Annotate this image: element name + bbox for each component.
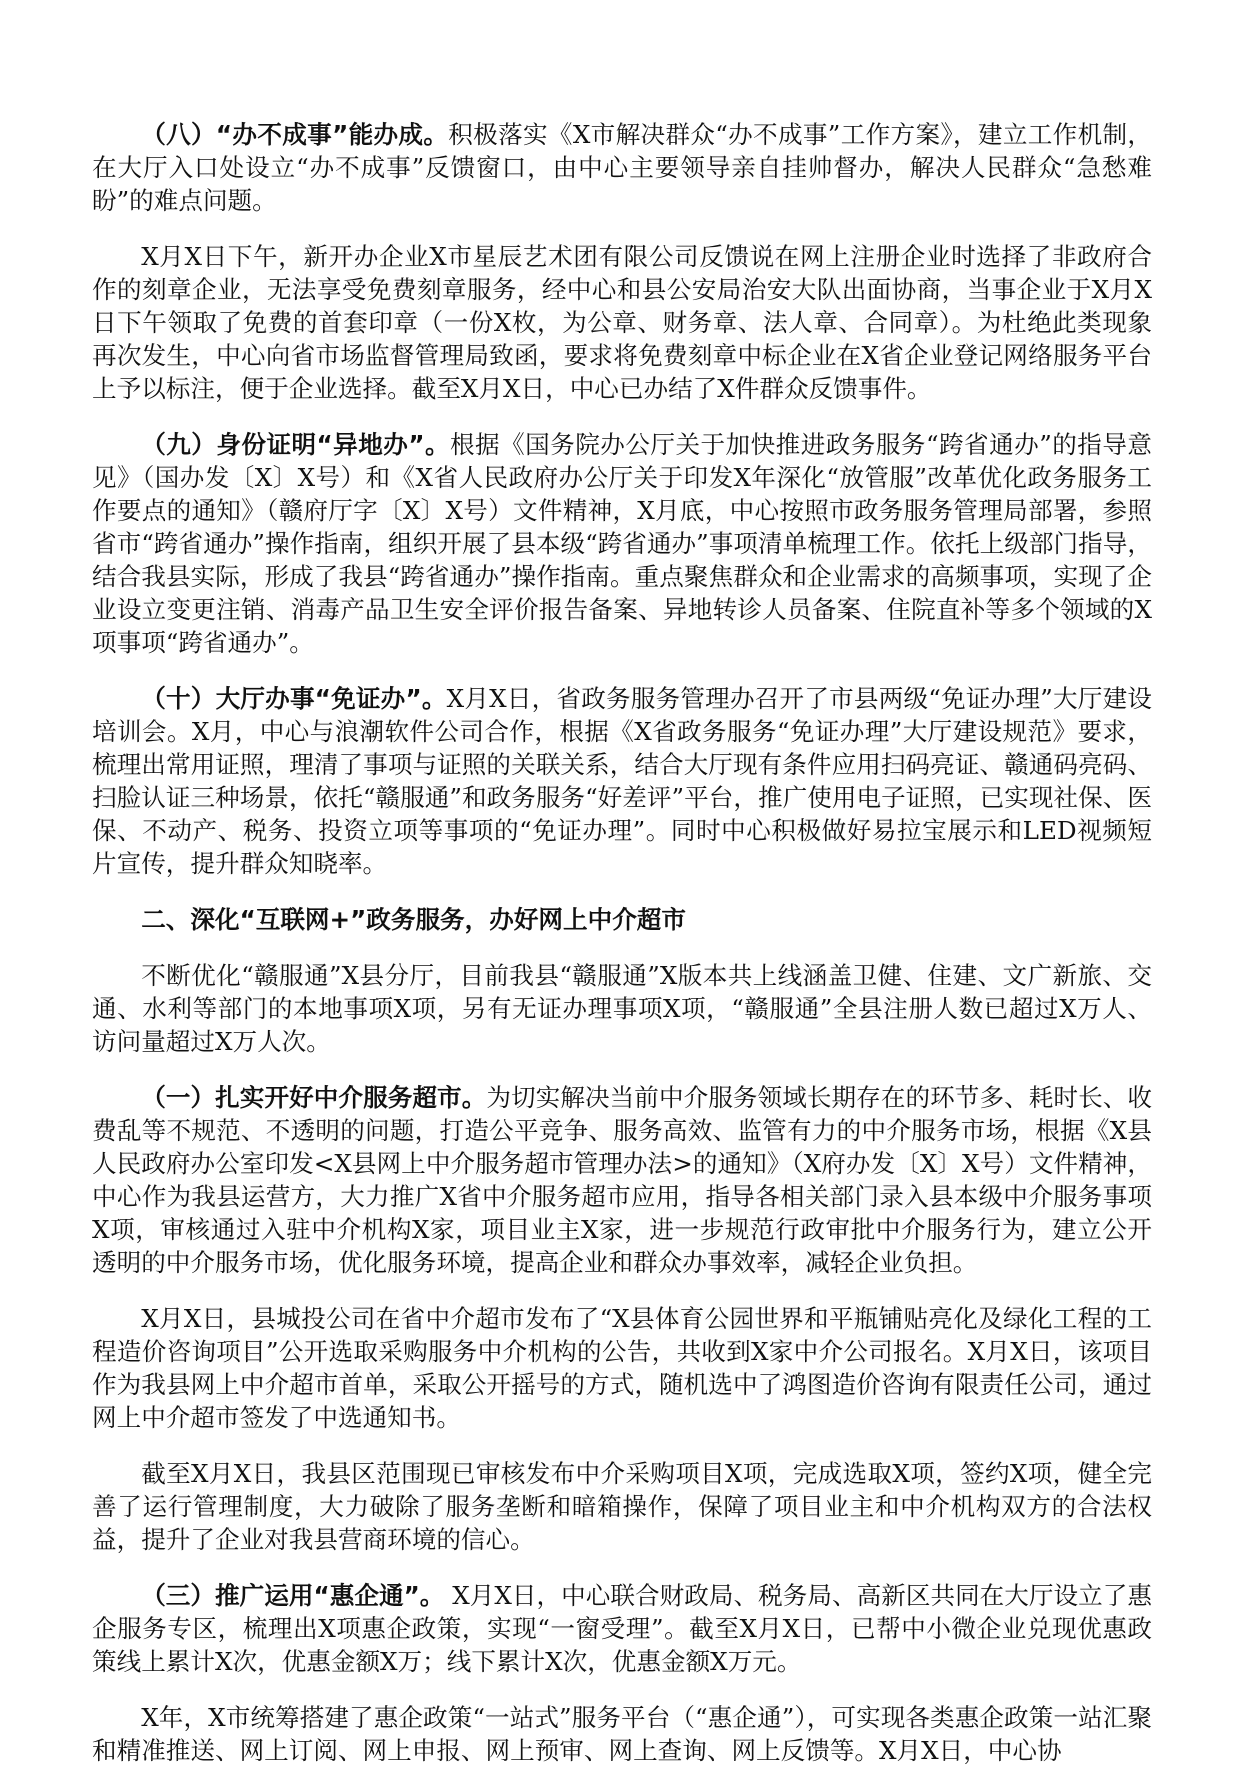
paragraph-text: X年，X市统筹搭建了惠企政策“一站式”服务平台（“惠企通”），可实现各类惠企政策一站汇聚和精准推送、网上订阅、网上申报、网上预审、网上查询、网上反馈等。X月X日，中心协	[92, 1703, 1152, 1765]
paragraph-text: X月X日，中心联合财政局、税务局、高新区共同在大厅设立了惠企服务专区，梳理出X项惠企政策，实现“一窗受理”。截至X月X日，已帮中小微企业兑现优惠政策线上累计X次，优惠金额X万；线下累计X次，优惠金额X万元。	[92, 1581, 1152, 1676]
paragraph-8	[92, 118, 1152, 217]
paragraph-text: 积极落实《X市解决群众“办不成事”工作方案》，建立工作机制，在大厅入口处设立“办不成事”反馈窗口，由中心主要领导亲自挂帅督办，解决人民群众“急愁难盼”的难点问题。	[92, 120, 1152, 215]
document-page	[92, 118, 1152, 1790]
paragraph-body	[92, 1302, 1152, 1434]
paragraph-text: X月X日，县城投公司在省中介超市发布了“X县体育公园世界和平瓶铺贴亮化及绿化工程的工程造价咨询项目”公开选取采购服务中介机构的公告，共收到X家中介公司报名。X月X日，该项目作为我县网上中介超市首单，采取公开摇号的方式，随机选中了鸿图造价咨询有限责任公司，通过网上中介超市签发了中选通知书。	[92, 1304, 1152, 1432]
paragraph-body	[92, 959, 1152, 1058]
paragraph-1	[92, 1081, 1152, 1279]
paragraph-text: 不断优化“赣服通”X县分厅，目前我县“赣服通”X版本共上线涵盖卫健、住建、文广新旅、交通、水利等部门的本地事项X项，另有无证办理事项X项，“赣服通”全县注册人数已超过X万人、访问量超过X万人次。	[92, 961, 1152, 1056]
paragraph-text: X月X日下午，新开办企业X市星辰艺术团有限公司反馈说在网上注册企业时选择了非政府合作的刻章企业，无法享受免费刻章服务，经中心和县公安局治安大队出面协商，当事企业于X月X日下午领取了免费的首套印章（一份X枚，为公章、财务章、法人章、合同章）。为杜绝此类现象再次发生，中心向省市场监督管理局致函，要求将免费刻章中标企业在X省企业登记网络服务平台上予以标注，便于企业选择。截至X月X日，中心已办结了X件群众反馈事件。	[92, 242, 1152, 403]
paragraph-text: X月X日，省政务服务管理办召开了市县两级“免证办理”大厅建设培训会。X月，中心与浪潮软件公司合作，根据《X省政务服务“免证办理”大厅建设规范》要求，梳理出常用证照，理清了事项与证照的关联关系，结合大厅现有条件应用扫码亮证、赣通码亮码、扫脸认证三种场景，依托“赣服通”和政务服务“好差评”平台，推广使用电子证照，已实现社保、医保、不动产、税务、投资立项等事项的“免证办理”。同时中心积极做好易拉宝展示和LED视频短片宣传，提升群众知晓率。	[92, 684, 1152, 878]
paragraph-9	[92, 428, 1152, 659]
paragraph-lead: （八）“办不成事”能办成。	[141, 120, 449, 149]
paragraph-body	[92, 1457, 1152, 1556]
paragraph-body	[92, 1701, 1152, 1767]
paragraph-lead: （九）身份证明“异地办”。	[141, 430, 450, 459]
paragraph-lead: （一）扎实开好中介服务超市。	[141, 1083, 487, 1112]
paragraph-text: 为切实解决当前中介服务领域长期存在的环节多、耗时长、收费乱等不规范、不透明的问题，打造公平竞争、服务高效、监管有力的中介服务市场，根据《X县人民政府办公室印发<X县网上中介服务超市管理办法>的通知》（X府办发〔X〕X号）文件精神，中心作为我县运营方，大力推广X省中介服务超市应用，指导各相关部门录入县本级中介服务事项X项，审核通过入驻中介机构X家，项目业主X家，进一步规范行政审批中介服务行为，建立公开透明的中介服务市场，优化服务环境，提高企业和群众办事效率，减轻企业负担。	[92, 1083, 1152, 1277]
paragraph-10	[92, 682, 1152, 880]
paragraph-text: 根据《国务院办公厅关于加快推进政务服务“跨省通办”的指导意见》（国办发〔X〕X号）和《X省人民政府办公厅关于印发X年深化“放管服”改革优化政务服务工作要点的通知》（赣府厅字〔X〕X号）文件精神，X月底，中心按照市政务服务管理局部署，参照省市“跨省通办”操作指南，组织开展了县本级“跨省通办”事项清单梳理工作。依托上级部门指导，结合我县实际，形成了我县“跨省通办”操作指南。重点聚焦群众和企业需求的高频事项，实现了企业设立变更注销、消毒产品卫生安全评价报告备案、异地转诊人员备案、住院直补等多个领域的X项事项“跨省通办”。	[92, 430, 1152, 657]
paragraph-3	[92, 1579, 1152, 1678]
paragraph-lead: （十）大厅办事“免证办”。	[141, 684, 447, 713]
paragraph-lead: （三）推广运用“惠企通”。	[141, 1581, 445, 1610]
paragraph-body	[92, 240, 1152, 405]
paragraph-text: 截至X月X日，我县区范围现已审核发布中介采购项目X项，完成选取X项，签约X项，健全完善了运行管理制度，大力破除了服务垄断和暗箱操作，保障了项目业主和中介机构双方的合法权益，提升了企业对我县营商环境的信心。	[92, 1459, 1152, 1554]
section-heading: 二、深化“互联网+”政务服务，办好网上中介超市	[141, 905, 686, 934]
